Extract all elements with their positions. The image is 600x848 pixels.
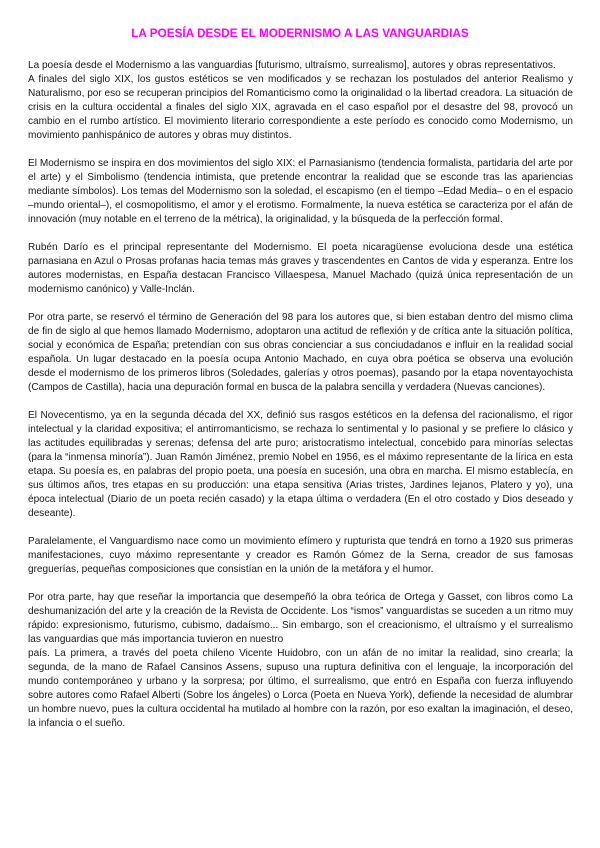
paragraph-vanguardismo: Paralelamente, el Vanguardismo nace como un movimiento efímero y rupturista que tendrá en torno a 1920 sus primeras manifestaciones, cuyo máximo representante y creador es Ramón Gómez de la Serna, creador de sus famosas greguerías, pequeñas composiciones que consistían en la unión de la metáfora y el humor. [28,536,573,575]
document-body [28,59,573,731]
paragraph-ruben-dario: Rubén Darío es el principal representante del Modernismo. El poeta nicaragüense evoluciona desde una estética parnasiana en Azul o Prosas profanas hacia temas más graves y trascendentes en Cantos de vida y esperanza. Entre los autores modernistas, en España destacan Francisco Villaespesa, Manuel Machado (quizá única representación de un modernismo canónico) y Valle-Inclán. [28,242,573,295]
paragraph-generacion-98: Por otra parte, se reservó el término de Generación del 98 para los autores que, si bien estaban dentro del mismo clima de fin de siglo al que hemos llamado Modernismo, adoptaron una actitud de reflexión y de crítica ante la situación política, social y económica de España; pretendían con sus obras concienciar a sus conciudadanos e influir en la realidad social española. Un lugar destacado en la poesía ocupa Antonio Machado, en cuya obra poética se observa una evolución desde el modernismo de los primeros libros (Soledades, galerías y otros poemas), pasando por la etapa noventayochista (Campos de Castilla), hacia una depuración formal en busca de la palabra sencilla y verdadera (Nuevas canciones). [28,312,573,393]
page-title: LA POESÍA DESDE EL MODERNISMO A LAS VANGUARDIAS [131,27,469,40]
paragraph-ortega-ismos: Por otra parte, hay que reseñar la importancia que desempeñó la obra teórica de Ortega y Gasset, con libros como La deshumanización del arte y la creación de la Revista de Occidente. Los “ismos” vanguardistas se suceden a un ritmo muy rápido: expresionismo, futurismo, cubismo, dadaísmo... Sin embargo, son el creacionismo, el ultraísmo y el surrealismo las vanguardias que más importancia tuvieron en nuestro [28,592,573,645]
paragraph-modernismo-influences: El Modernismo se inspira en dos movimientos del siglo XIX: el Parnasianismo (tendencia formalista, partidaria del arte por el arte) y el Simbolismo (tendencia intimista, que pretende encontrar la realidad que se esconde tras las apariencias mediante símbolos). Los temas del Modernismo son la soledad, el escapismo (en el tiempo –Edad Media– o en el espacio –mundo oriental–), el cosmopolitismo, el amor y el erotismo. Formalmente, la nueva estética se caracteriza por el afán de innovación (muy notable en el terreno de la métrica), la originalidad, y la búsqueda de la perfección formal. [28,158,573,225]
paragraph-novecentismo: El Novecentismo, ya en la segunda década del XX, definió sus rasgos estéticos en la defensa del racionalismo, el rigor intelectual y la claridad expositiva; el antirromanticismo, se rechaza lo sentimental y lo pasional y se prefiere lo clásico y las actitudes equilibradas y serenas; defensa del arte puro; aristocratismo intelectual, concebido para minorías selectas (para la “inmensa minoría”). Juan Ramón Jiménez, premio Nobel en 1956, es el máximo representante de la lírica en esta etapa. Su poesía es, en palabras del propio poeta, una poesía en sucesión, una obra en marcha. El mismo establecía, en sus últimos años, tres etapas en su producción: una etapa sensitiva (Arias tristes, Jardines lejanos, Platero y yo), una época intelectual (Diario de un poeta recién casado) y la etapa última o verdadera (En el otro costado y Dios deseado y deseante). [28,410,573,519]
paragraph-creacionismo-ultraismo-surrealismo: país. La primera, a través del poeta chileno Vicente Huidobro, con un afán de no imitar la realidad, sino crearla; la segunda, de la mano de Rafael Cansinos Assens, supuso una ruptura definitiva con el lenguaje, la incorporación del mundo contemporáneo y urbano y la sorpresa; por último, el surrealismo, que entró en España con fuerza influyendo sobre autores como Rafael Alberti (Sobre los ángeles) o Lorca (Poeta en Nueva York), defiende la necesidad de alumbrar un hombre nuevo, pues la cultura occidental ha mutilado al hombre con la razón, por eso exaltan la imaginación, el deseo, la infancia o el sueño. [28,648,573,729]
paragraph-context: A finales del siglo XIX, los gustos estéticos se ven modificados y se rechazan los postulados del anterior Realismo y Naturalismo, por eso se recuperan principios del Romanticismo como la originalidad o la libertad creadora. La situación de crisis en la cultura occidental a finales del siglo XIX, agravada en el caso español por el desastre del 98, provocó un cambio en el rumbo artístico. El movimiento literario correspondiente a este período es conocido como Modernismo, un movimiento panhispánico de autores y obras muy distintos. [28,74,573,141]
paragraph-intro: La poesía desde el Modernismo a las vanguardias [futurismo, ultraísmo, surrealismo], autores y obras representativos. [28,60,556,71]
